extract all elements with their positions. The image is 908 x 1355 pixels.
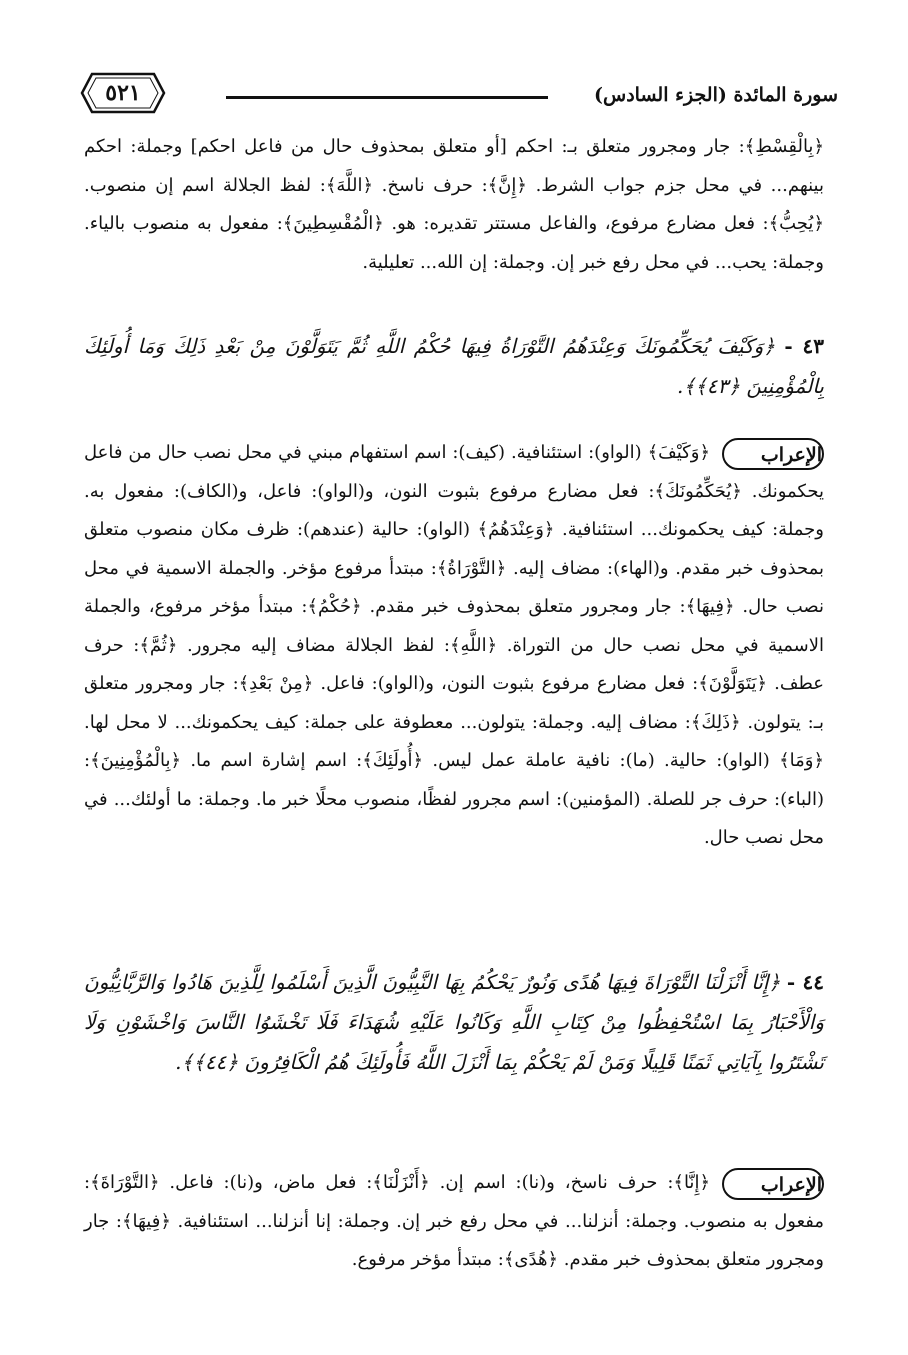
verse-text: ﴿إِنَّا أَنْزَلْنَا التَّوْرَاةَ فِيهَا هُدًى وَنُورٌ يَحْكُمُ بِهَا النَّبِيُّونَ الَّذِينَ أَسْلَمُوا لِلَّذِينَ هَادُوا وَالرَّبَّانِيُّونَ وَالْأَحْبَارُ بِمَا اسْتُحْفِظُوا مِنْ كِتَابِ اللَّهِ وَكَانُوا عَلَيْهِ شُهَدَاءَ فَلَا تَخْشَوُا النَّاسَ وَاخْشَوْنِ وَلَا تَشْتَرُوا بِآيَاتِي ثَمَنًا قَلِيلًا وَمَنْ لَمْ يَحْكُمْ بِمَا أَنْزَلَ اللَّهُ فَأُولَئِكَ هُمُ الْكَافِرُونَ ﴿٤٤﴾﴾. <box>84 970 824 1074</box>
irab-section-2 <box>84 1164 824 1280</box>
irab-paragraph-2: ﴿إِنَّا﴾: حرف ناسخ، و(نا): اسم إن. ﴿أَنْزَلْنَا﴾: فعل ماض، و(نا): فاعل. ﴿التَّوْرَاةَ﴾: مفعول به منصوب. وجملة: أنزلنا... في محل رفع خبر إن. وجملة: إنا أنزلنا... استئنافية. ﴿فِيهَا﴾: جار ومجرور متعلق بمحذوف خبر مقدم. ﴿هُدًى﴾: مبتدأ مؤخر مرفوع. <box>84 1172 824 1270</box>
page-number <box>80 70 166 116</box>
irab-section-1 <box>84 434 824 858</box>
irab-badge: الإعراب <box>722 438 824 470</box>
irab-paragraph-1: ﴿وَكَيْفَ﴾ (الواو): استئنافية. (كيف): اسم استفهام مبني في محل نصب حال من فاعل يحكمونك. ﴿يُحَكِّمُونَكَ﴾: فعل مضارع مرفوع بثبوت النون، و(الواو): فاعل، و(الكاف): مفعول به. وجملة: كيف يحكمونك... استئنافية. ﴿وَعِنْدَهُمُ﴾ (الواو): حالية (عندهم): ظرف مكان منصوب متعلق بمحذوف خبر مقدم. و(الهاء): مضاف إليه. ﴿التَّوْرَاةُ﴾: مبتدأ مرفوع مؤخر. والجملة الاسمية في محل نصب حال. ﴿فِيهَا﴾: جار ومجرور متعلق بمحذوف خبر مقدم. ﴿حُكْمُ﴾: مبتدأ مؤخر مرفوع، والجملة الاسمية في محل نصب حال من التوراة. ﴿اللَّهِ﴾: لفظ الجلالة مضاف إليه مجرور. ﴿ثُمَّ﴾: حرف عطف. ﴿يَتَوَلَّوْنَ﴾: فعل مضارع مرفوع بثبوت النون، و(الواو): فاعل. ﴿مِنْ بَعْدِ﴾: جار ومجرور متعلق بـ: يتولون. ﴿ذَلِكَ﴾: مضاف إليه. وجملة: يتولون... معطوفة على جملة: كيف يحكمونك... لا محل لها. ﴿وَمَا﴾ (الواو): حالية. (ما): نافية عاملة عمل ليس. ﴿أُولَئِكَ﴾: اسم إشارة اسم ما. ﴿بِالْمُؤْمِنِينَ﴾: (الباء): حرف جر للصلة. (المؤمنين): اسم مجرور لفظًا، منصوب محلًا خبر ما. وجملة: ما أولئك... في محل نصب حال. <box>84 442 824 848</box>
verse-number: ٤٤ - <box>786 970 825 994</box>
verse-number: ٤٣ - <box>784 334 825 358</box>
header-rule <box>226 96 548 99</box>
page-title: سورة المائدة (الجزء السادس) <box>594 84 838 106</box>
page-number-value: ٥٢١ <box>105 80 141 106</box>
page-header <box>66 52 838 112</box>
verse-text: ﴿وَكَيْفَ يُحَكِّمُونَكَ وَعِنْدَهُمُ التَّوْرَاةُ فِيهَا حُكْمُ اللَّهِ ثُمَّ يَتَوَلَّوْنَ مِنْ بَعْدِ ذَلِكَ وَمَا أُولَئِكَ بِالْمُؤْمِنِينَ ﴿٤٣﴾﴾. <box>84 334 824 398</box>
irab-badge: الإعراب <box>722 1168 824 1200</box>
commentary-paragraph-1: ﴿بِالْقِسْطِ﴾: جار ومجرور متعلق بـ: احكم [أو متعلق بمحذوف حال من فاعل احكم] وجملة: احكم بينهم... في محل جزم جواب الشرط. ﴿إِنَّ﴾: حرف ناسخ. ﴿اللَّهَ﴾: لفظ الجلالة اسم إن منصوب. ﴿يُحِبُّ﴾: فعل مضارع مرفوع، والفاعل مستتر تقديره: هو. ﴿الْمُقْسِطِينَ﴾: مفعول به منصوب بالياء. وجملة: يحب... في محل رفع خبر إن. وجملة: إن الله... تعليلية. <box>84 136 824 273</box>
verse-44 <box>84 962 824 1082</box>
verse-43 <box>84 326 824 406</box>
